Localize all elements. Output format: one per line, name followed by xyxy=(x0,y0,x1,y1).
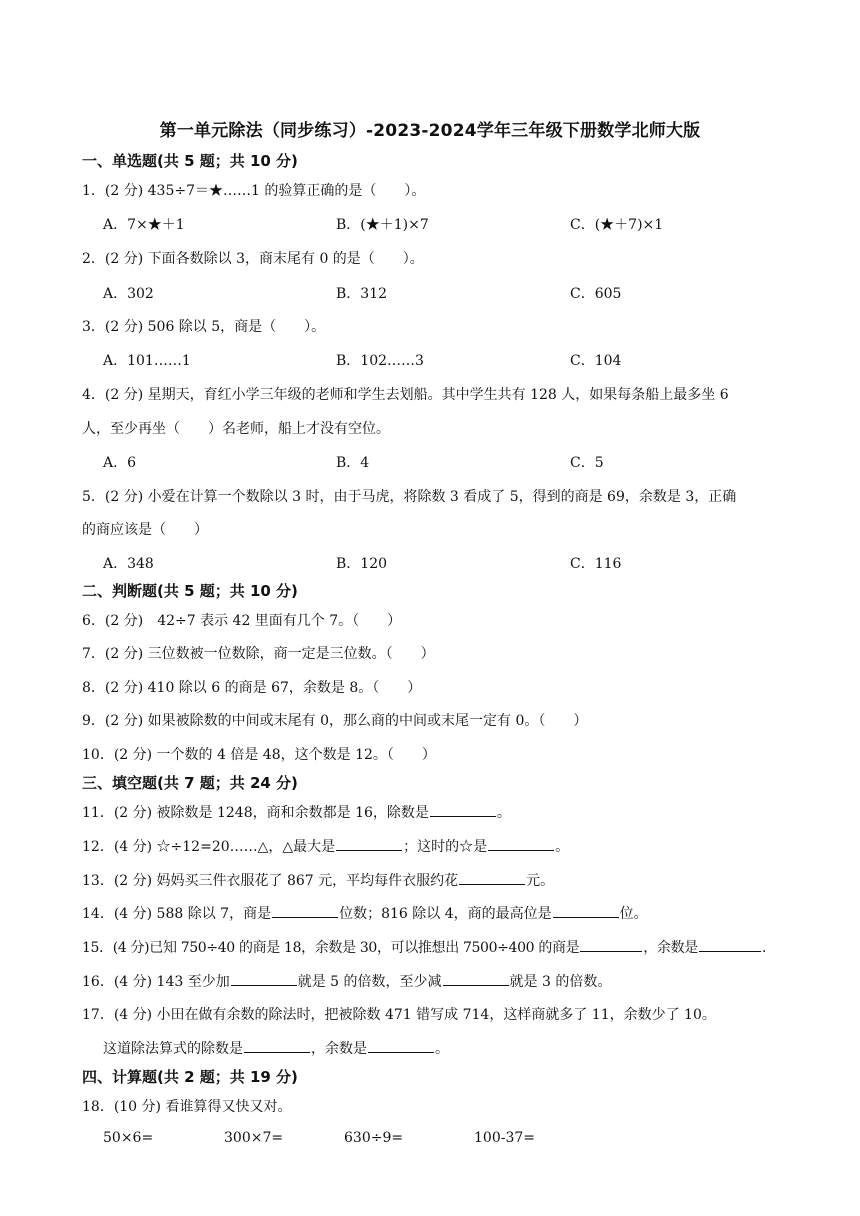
q11-text-1: 11．(2 分) 被除数是 1248，商和余数都是 16，除数是 xyxy=(82,805,429,821)
q17-text-1: 这道除法算式的除数是 xyxy=(103,1041,243,1057)
question-5-line-1: 5．(2 分) 小爱在计算一个数除以 3 时，由于马虎，将除数 3 看成了 5，得到的商是 69，余数是 3，正确 xyxy=(82,489,737,505)
question-5-line-2: 的商应该是（ ） xyxy=(82,522,208,538)
question-4-line-1: 4．(2 分) 星期天，育红小学三年级的老师和学生去划船。其中学生共有 128 人，如果每条船上最多坐 6 xyxy=(82,387,729,403)
q13-text-2: 元。 xyxy=(526,873,555,889)
q16-text-2: 就是 5 的倍数，至少减 xyxy=(297,974,442,990)
q5-option-a: A．348 xyxy=(103,556,154,572)
q15-text-1: 15．(4 分)已知 750÷40 的商是 18，余数是 30，可以推想出 7500÷400 的商是 xyxy=(82,940,580,956)
q12-answer-blank-2[interactable] xyxy=(488,838,554,851)
q11-text-2: 。 xyxy=(496,805,511,821)
q14-text-2: 位数；816 除以 4，商的最高位是 xyxy=(339,906,552,922)
question-9: 9．(2 分) 如果被除数的中间或末尾有 0，那么商的中间或末尾一定有 0。（ ） xyxy=(82,713,588,729)
calc-item-1: 50×6= xyxy=(103,1130,154,1146)
section-heading-fill-blank: 三、填空题(共 7 题；共 24 分) xyxy=(82,774,298,792)
q5-option-b: B．120 xyxy=(336,556,388,572)
q16-text-1: 16．(4 分) 143 至少加 xyxy=(82,974,230,990)
q3-option-c: C．104 xyxy=(570,353,622,369)
q12-text-3: 。 xyxy=(555,839,570,855)
q14-text-3: 位。 xyxy=(619,906,648,922)
q1-option-b: B．(★＋1)×7 xyxy=(336,217,429,233)
q15-text-3: . xyxy=(761,940,766,956)
q3-option-a: A．101……1 xyxy=(103,353,191,369)
section-heading-calculation: 四、计算题(共 2 题；共 19 分) xyxy=(82,1068,298,1086)
q5-option-c: C．116 xyxy=(570,556,622,572)
calc-item-4: 100-37= xyxy=(474,1130,535,1146)
question-17-line-2 xyxy=(103,1038,449,1058)
section-heading-true-false: 二、判断题(共 5 题；共 10 分) xyxy=(82,582,298,600)
q15-answer-blank-1[interactable] xyxy=(580,939,642,952)
q4-option-a: A．6 xyxy=(103,455,137,471)
q16-answer-blank-2[interactable] xyxy=(443,973,509,986)
question-6: 6．(2 分) 42÷7 表示 42 里面有几个 7。（ ） xyxy=(82,613,402,629)
q15-text-2: ，余数是 xyxy=(643,940,698,956)
q13-text-1: 13．(2 分) 妈妈买三件衣服花了 867 元，平均每件衣服约花 xyxy=(82,873,459,889)
q14-answer-blank-1[interactable] xyxy=(272,905,338,918)
calc-item-2: 300×7= xyxy=(224,1130,284,1146)
question-11 xyxy=(82,802,511,822)
question-1: 1．(2 分) 435÷7＝★……1 的验算正确的是（ ）。 xyxy=(82,183,426,199)
q12-answer-blank-1[interactable] xyxy=(336,838,402,851)
q1-option-c: C．(★＋7)×1 xyxy=(570,217,664,233)
question-15 xyxy=(82,937,766,957)
q4-option-b: B．4 xyxy=(336,455,370,471)
q4-option-c: C．5 xyxy=(570,455,604,471)
q16-answer-blank-1[interactable] xyxy=(231,973,297,986)
q14-answer-blank-2[interactable] xyxy=(553,905,619,918)
calc-item-3: 630÷9= xyxy=(344,1130,404,1146)
q2-option-a: A．302 xyxy=(103,286,154,302)
q12-text-1: 12．(4 分) ☆÷12=20……△，△最大是 xyxy=(82,839,336,855)
question-10: 10．(2 分) 一个数的 4 倍是 48，这个数是 12。（ ） xyxy=(82,747,436,763)
question-12 xyxy=(82,836,569,856)
q17-answer-blank-2[interactable] xyxy=(368,1040,434,1053)
section-heading-single-choice: 一、单选题(共 5 题；共 10 分) xyxy=(82,152,298,170)
q3-option-b: B．102……3 xyxy=(336,353,424,369)
question-3: 3．(2 分) 506 除以 5，商是（ ）。 xyxy=(82,319,326,335)
q17-answer-blank-1[interactable] xyxy=(244,1040,310,1053)
question-7: 7．(2 分) 三位数被一位数除，商一定是三位数。（ ） xyxy=(82,646,435,662)
question-16 xyxy=(82,971,611,991)
q1-option-a: A．7×★＋1 xyxy=(103,217,185,233)
q15-answer-blank-2[interactable] xyxy=(699,939,761,952)
q16-text-3: 就是 3 的倍数。 xyxy=(509,974,612,990)
q12-text-2: ；这时的☆是 xyxy=(403,839,488,855)
question-8: 8．(2 分) 410 除以 6 的商是 67，余数是 8。（ ） xyxy=(82,680,422,696)
question-18: 18．(10 分) 看谁算得又快又对。 xyxy=(82,1099,292,1115)
q11-answer-blank[interactable] xyxy=(430,804,496,817)
question-14 xyxy=(82,903,648,923)
q2-option-c: C．605 xyxy=(570,286,622,302)
q13-answer-blank[interactable] xyxy=(459,872,525,885)
question-13 xyxy=(82,870,554,890)
q17-text-2: ，余数是 xyxy=(311,1041,367,1057)
question-17-line-1: 17．(4 分) 小田在做有余数的除法时，把被除数 471 错写成 714，这样商就多了 11，余数少了 10。 xyxy=(82,1007,716,1023)
q2-option-b: B．312 xyxy=(336,286,388,302)
q14-text-1: 14．(4 分) 588 除以 7，商是 xyxy=(82,906,272,922)
q17-text-3: 。 xyxy=(435,1041,449,1057)
question-2: 2．(2 分) 下面各数除以 3，商末尾有 0 的是（ ）。 xyxy=(82,251,424,267)
question-4-line-2: 人，至少再坐（ ）名老师，船上才没有空位。 xyxy=(82,421,390,437)
page-title: 第一单元除法（同步练习）-2023-2024学年三年级下册数学北师大版 xyxy=(159,121,701,141)
